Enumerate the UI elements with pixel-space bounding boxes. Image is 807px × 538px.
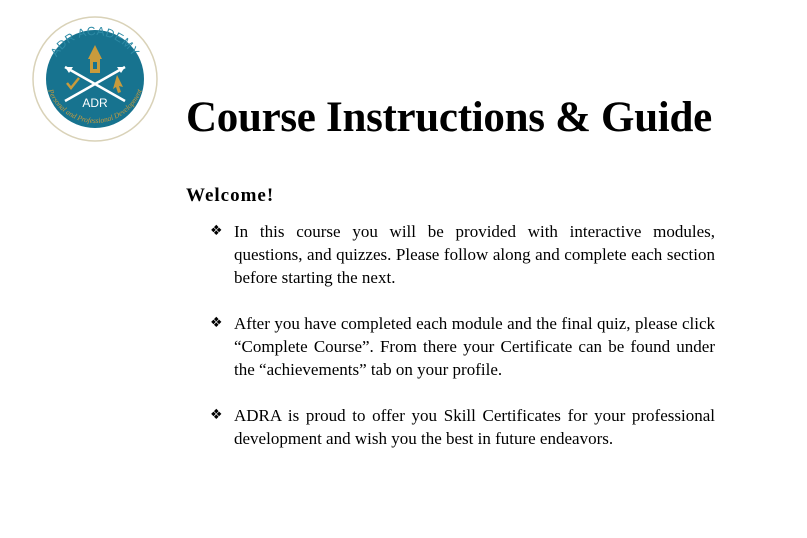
logo-center-text: ADR xyxy=(82,96,108,110)
list-item-text: In this course you will be provided with interactive modules, questions, and quizzes. Please follow along and complete each section before starting the next. xyxy=(234,222,715,287)
logo-ring-text: Personal and Professional Development xyxy=(46,87,144,126)
page-title: Course Instructions & Guide xyxy=(186,94,712,141)
logo-top-text: ADR ACADEMY xyxy=(47,23,143,60)
list-item xyxy=(210,220,715,289)
welcome-heading: Welcome! xyxy=(186,185,275,206)
list-item xyxy=(210,404,715,450)
four-diamond-bullet-icon: ❖ xyxy=(210,223,223,239)
adr-academy-logo xyxy=(31,15,159,143)
list-item-text: After you have completed each module and the final quiz, please click “Complete Course”. From there your Certificate can be found under the “achievements” tab on your profile. xyxy=(234,314,715,379)
list-item xyxy=(210,312,715,381)
list-item-text: ADRA is proud to offer you Skill Certificates for your professional development and wish you the best in future endeavors. xyxy=(234,406,715,448)
four-diamond-bullet-icon: ❖ xyxy=(210,315,223,331)
instructions-list xyxy=(210,220,715,473)
logo-graphic xyxy=(31,15,159,143)
four-diamond-bullet-icon: ❖ xyxy=(210,407,223,423)
